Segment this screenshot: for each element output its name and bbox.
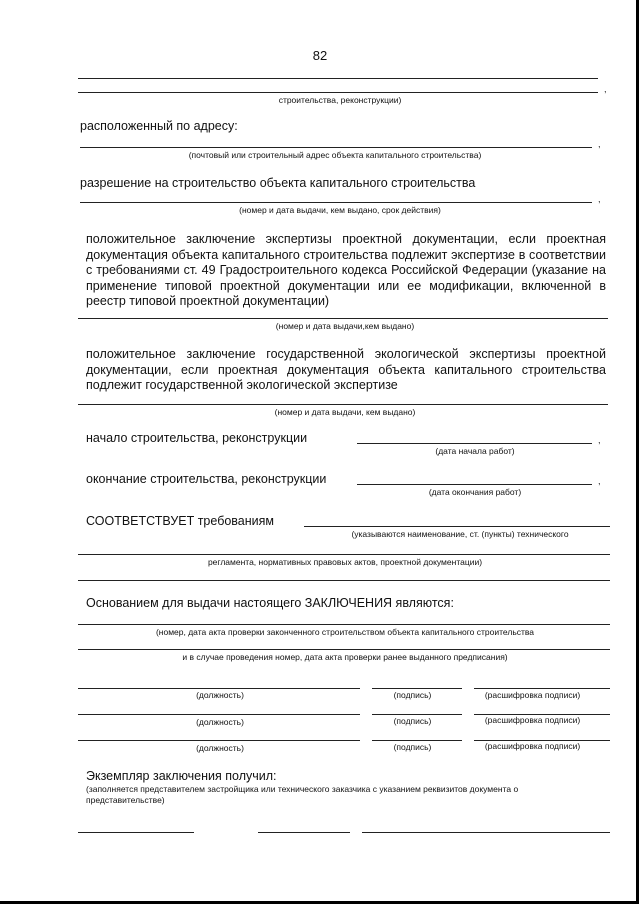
sig1-decoding-line[interactable] — [474, 688, 610, 689]
address-label: расположенный по адресу: — [80, 119, 238, 133]
caption-end-date: (дата окончания работ) — [428, 487, 522, 497]
end-label: окончание строительства, реконструкции — [86, 472, 327, 486]
sig3-signature-caption: (подпись) — [393, 742, 432, 752]
sig2-signature-caption: (подпись) — [393, 716, 432, 726]
start-label: начало строительства, реконструкции — [86, 431, 308, 445]
caption-requirements-2: регламента, нормативных правовых актов, проектной документации) — [207, 557, 483, 567]
complies-label: СООТВЕТСТВУЕТ требованиям — [86, 514, 275, 528]
copy-line-3[interactable] — [362, 832, 610, 833]
start-date-line[interactable] — [357, 443, 592, 444]
sig1-position-line[interactable] — [78, 688, 360, 689]
header-line-2 — [78, 92, 598, 93]
copy-line-2[interactable] — [258, 832, 350, 833]
sig1-position-caption: (должность) — [196, 690, 244, 700]
sig2-decoding-caption: (расшифровка подписи) — [484, 715, 581, 725]
expertise-paragraph: положительное заключение экспертизы проектной документации, если проектная документация объекта капитального строительства подлежит экспертизе в соответствии с требованиями ст. 49 Градостроительного кодекса Российской Федерации (указание на применение типовой проектной документации или ее модификации, включенной в реестр типовой проектной документации) — [86, 232, 606, 308]
caption-eco-expertise: (номер и дата выдачи, кем выдано) — [274, 407, 416, 417]
caption-permit: (номер и дата выдачи, кем выдано, срок действия) — [239, 205, 441, 215]
sig3-position-line[interactable] — [78, 740, 360, 741]
sig2-position-line[interactable] — [78, 714, 360, 715]
address-comma: , — [598, 139, 601, 149]
sig2-signature-line[interactable] — [372, 714, 462, 715]
sig1-signature-line[interactable] — [372, 688, 462, 689]
caption-requirements-1: (указываются наименование, ст. (пункты) технического — [351, 529, 569, 539]
sig3-position-caption: (должность) — [196, 743, 244, 753]
basis-line-2[interactable] — [78, 649, 610, 650]
caption-address: (почтовый или строительный адрес объекта капитального строительства) — [188, 150, 482, 160]
sig1-signature-caption: (подпись) — [393, 690, 432, 700]
requirements-line-1[interactable] — [304, 526, 610, 527]
caption-start-date: (дата начала работ) — [435, 446, 515, 456]
permit-line[interactable] — [80, 202, 592, 203]
permit-comma: , — [598, 194, 601, 204]
permit-label: разрешение на строительство объекта капитального строительства — [80, 176, 476, 190]
eco-expertise-paragraph: положительное заключение государственной экологической экспертизы проектной документации, если проектная документация объекта капитального строительства подлежит государственной экологической экспертизе — [86, 347, 606, 392]
copy-received-note: (заполняется представителем застройщика или технического заказчика с указанием реквизитов документа о представительстве) — [86, 784, 519, 805]
address-line[interactable] — [80, 147, 592, 148]
requirements-line-2[interactable] — [78, 554, 610, 555]
caption-construction-type: строительства, реконструкции) — [278, 95, 402, 105]
sig1-decoding-caption: (расшифровка подписи) — [484, 690, 581, 700]
start-comma: , — [598, 435, 601, 445]
expertise-line[interactable] — [78, 318, 608, 319]
sig3-decoding-caption: (расшифровка подписи) — [484, 741, 581, 751]
basis-line-1[interactable] — [78, 624, 610, 625]
header-line-1 — [78, 78, 598, 79]
caption-basis-1: (номер, дата акта проверки законченного строительством объекта капитального строительства — [155, 627, 535, 637]
sig3-signature-line[interactable] — [372, 740, 462, 741]
page-number: 82 — [312, 48, 328, 63]
copy-line-1[interactable] — [78, 832, 194, 833]
sig2-position-caption: (должность) — [196, 717, 244, 727]
eco-expertise-line[interactable] — [78, 404, 608, 405]
caption-basis-2: и в случае проведения номер, дата акта проверки ранее выданного предписания) — [182, 652, 508, 662]
caption-expertise: (номер и дата выдачи,кем выдано) — [275, 321, 415, 331]
copy-received-label: Экземпляр заключения получил: — [86, 769, 277, 783]
requirements-line-3[interactable] — [78, 580, 610, 581]
end-date-line[interactable] — [357, 484, 592, 485]
header-comma: , — [604, 84, 607, 94]
basis-label: Основанием для выдачи настоящего ЗАКЛЮЧЕНИЯ являются: — [86, 596, 454, 610]
end-comma: , — [598, 476, 601, 486]
